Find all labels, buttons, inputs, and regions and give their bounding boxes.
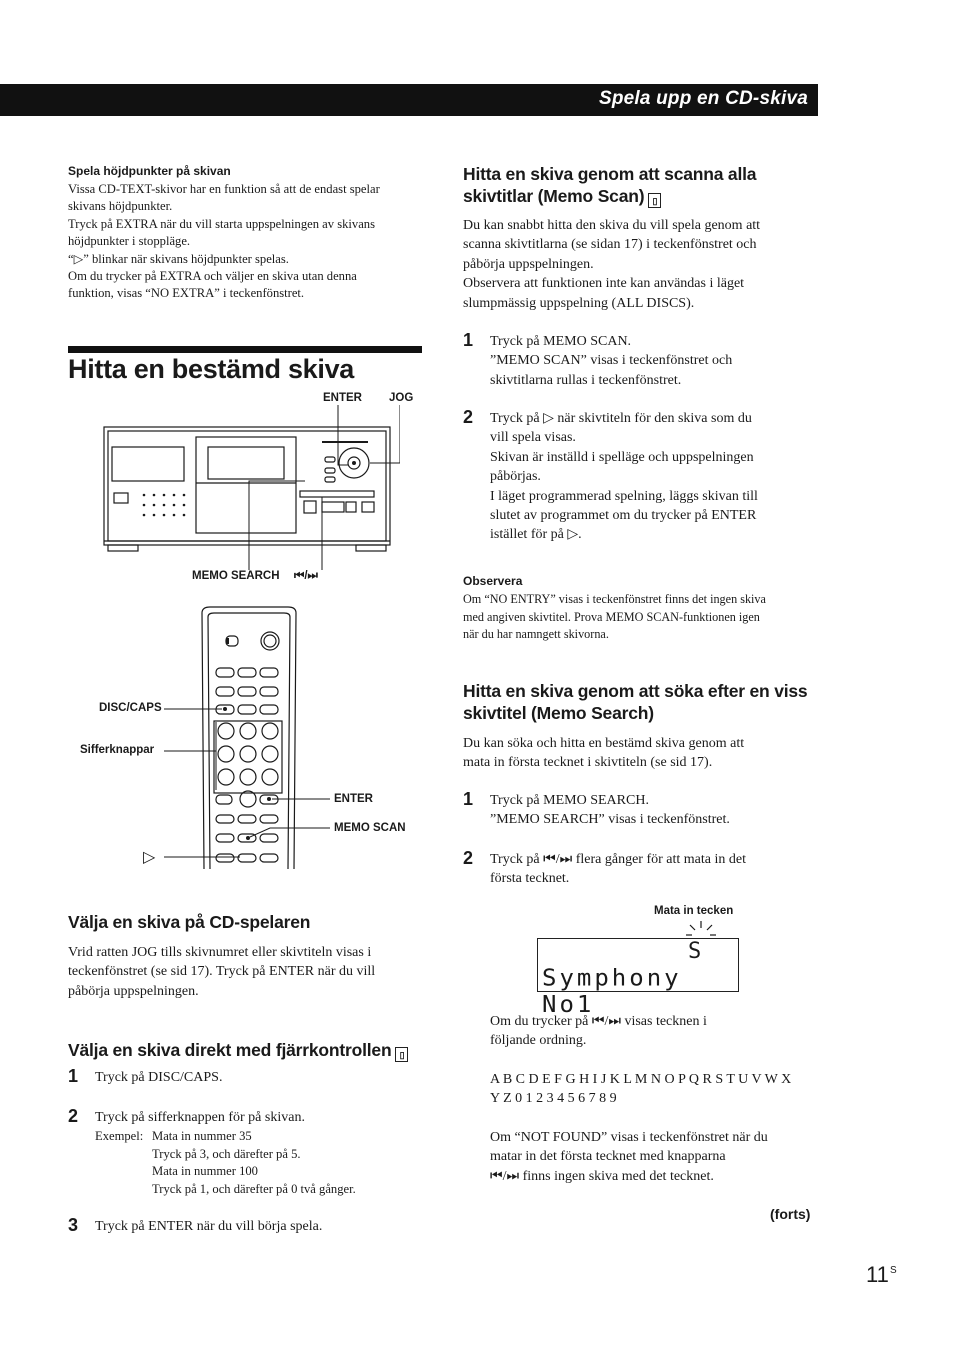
step-number: 1 [68,1066,79,1086]
text-line: ”MEMO SCAN” visas i teckenfönstret och [490,353,733,369]
text-line: Tryck på 1, och därefter på 0 två gånger. [152,1181,356,1196]
text-line: A B C D E F G H I J K L M N O P Q R S T U V W X [490,1072,792,1087]
player-label-skip: ⏮/⏭ [294,570,318,582]
text-line: höjdpunkter i stoppläge. [68,234,191,249]
text-line: Om du trycker på EXTRA och väljer en skiva utan denna [68,269,357,284]
text-line: Tryck på ▷ när skivtiteln för den skiva som du [490,411,752,426]
text-line: Mata in nummer 35 [152,1129,252,1143]
text-line: Tryck på 3, och därefter på 5. [152,1146,301,1161]
text-line: Vrid ratten JOG tills skivnumret eller skivtiteln visas i [68,945,372,960]
text-line: när du har namngett skivorna. [463,627,609,642]
text-line: Hitta en skiva genom att söka efter en viss [463,681,808,701]
text-line: Y Z 0 1 2 3 4 5 6 7 8 9 [490,1091,617,1107]
text-line: funktion, visas “NO EXTRA” i teckenfönstret. [68,286,305,301]
player-label-memo-search: MEMO SEARCH [192,570,280,582]
step-text [490,409,758,545]
section-jog-title: Välja en skiva på CD-spelaren [68,912,311,932]
display-text: Symphony No1 [542,964,682,1018]
text-line: istället för på ▷. [490,527,582,543]
text-line: Tryck på ⏮/⏭ flera gånger för att mata in det [490,852,746,867]
display-cursor-char: S [688,939,702,964]
text-line: följande ordning. [490,1033,587,1049]
step-text [490,850,746,889]
section-scan-intro [463,216,823,313]
play-icon: ▷ [143,849,156,866]
text-line: ”MEMO SEARCH” visas i teckenfönstret. [490,812,730,828]
text-line: matar in det första tecknet med knapparna [490,1149,726,1165]
text-line: Mata in nummer 100 [152,1164,258,1178]
text-line: Observera att funktionen inte kan användas i läget [463,276,745,292]
section-remote-title-text: Välja en skiva direkt med fjärrkontrollen [68,1040,392,1060]
step-number: 2 [463,407,474,427]
cd-player-illustration [100,405,400,570]
example-label: Exempel: [95,1129,144,1143]
text-line: Tryck på MEMO SEARCH. [490,793,649,808]
section-search-intro [463,734,744,773]
notfound-text [490,1128,768,1186]
display-window [537,938,739,1018]
text-line: ⏮/⏭ finns ingen skiva med det tecknet. [490,1168,714,1184]
remote-label-disc-caps: DISC/CAPS [99,702,162,714]
text-line: Vissa CD-TEXT-skivor har en funktion så att de endast spelar [68,182,380,196]
page-number: 11 [866,1262,889,1287]
remote-label-enter: ENTER [334,793,373,805]
text-line: vill spela visas. [490,430,576,446]
player-label-jog: JOG [389,392,414,404]
text-line: skivtitlarna rullas i teckenfönstret. [490,372,682,388]
text-line: Om “NOT FOUND” visas i teckenfönstret när du [490,1130,768,1145]
step-text [490,791,730,830]
section-search-title [463,680,807,724]
step-text: Tryck på sifferknappen för på skivan. [95,1110,305,1125]
section-scan-title [463,163,756,208]
title-text: skivtitlar (Memo Scan) [463,186,645,206]
text-line: Tryck på MEMO SCAN. [490,334,632,349]
text-line: Om “NO ENTRY” visas i teckenfönstret finns det ingen skiva [463,592,766,606]
remote-label-sifferknappar: Sifferknappar [80,744,155,756]
step-text: Tryck på DISC/CAPS. [95,1070,223,1085]
text-line: Tryck på EXTRA när du vill starta uppspelningen av skivans [68,216,375,231]
text-line: Du kan snabbt hitta den skiva du vill spela genom att [463,218,761,233]
text-line: mata in första tecknet i skivtiteln (se sid 17). [463,755,713,771]
section-remote-title [68,1039,408,1062]
text-line: slumpmässig uppspelning (ALL DISCS). [463,295,695,311]
note-body [463,591,766,644]
alphabet-text [490,1070,791,1109]
step-number: 1 [463,330,474,350]
text-line: Om du trycker på ⏮/⏭ visas tecknen i [490,1014,707,1029]
section-header-bar [0,84,818,116]
title-rule [68,346,422,353]
step-number: 2 [463,848,474,868]
text-line: med angiven skivtitel. Prova MEMO SCAN-funktionen igen [463,609,760,624]
step-number: 3 [68,1215,79,1235]
text-line: påbörjas. [490,469,541,485]
text-line: slutet av programmet om du trycker på ENTER [490,508,757,524]
text-line: teckenfönstret (se sid 17). Tryck på ENTER när du vill [68,964,376,980]
highlights-title: Spela höjdpunkter på skivan [68,164,231,178]
step-text [490,332,732,390]
text-line: påbörja uppspelningen. [68,983,199,999]
text-line: Skivan är inställd i spelläge och uppspelningen [490,449,754,465]
note-title: Observera [463,574,523,588]
player-label-enter: ENTER [323,392,362,404]
text-line: skivtitel (Memo Search) [463,703,654,723]
step-text: Tryck på ENTER när du vill börja spela. [95,1219,323,1234]
remote-icon: ▯ [648,193,661,208]
example-lines [152,1128,356,1198]
text-line: I läget programmerad spelning, läggs skivan till [490,488,758,504]
highlights-body [68,181,428,303]
page-title: Hitta en bestämd skiva [68,354,355,384]
text-line [463,185,756,208]
text-line: scanna skivtitlarna (se sidan 17) i teckenfönstret och [463,237,757,253]
section-header-title: Spela upp en CD-skiva [598,88,808,109]
text-line: påbörja uppspelningen. [463,256,594,272]
section-jog-body [68,943,428,1001]
display-label: Mata in tecken [654,905,734,917]
text-line: skivans höjdpunkter. [68,199,173,214]
text-line: Du kan söka och hitta en bestämd skiva genom att [463,736,745,751]
text-line: “▷” blinkar när skivans höjdpunkter spelas. [68,251,289,266]
text-line: första tecknet. [490,871,570,887]
continued-label: (forts) [770,1206,811,1222]
text-line: Hitta en skiva genom att scanna alla [463,164,757,184]
step-number: 1 [463,789,474,809]
page-suffix: S [890,1265,897,1276]
remote-callout-lines [140,700,350,870]
remote-label-memo-scan: MEMO SCAN [334,822,406,834]
step-number: 2 [68,1106,79,1126]
after-text [490,1012,707,1051]
remote-icon: ▯ [395,1047,408,1062]
